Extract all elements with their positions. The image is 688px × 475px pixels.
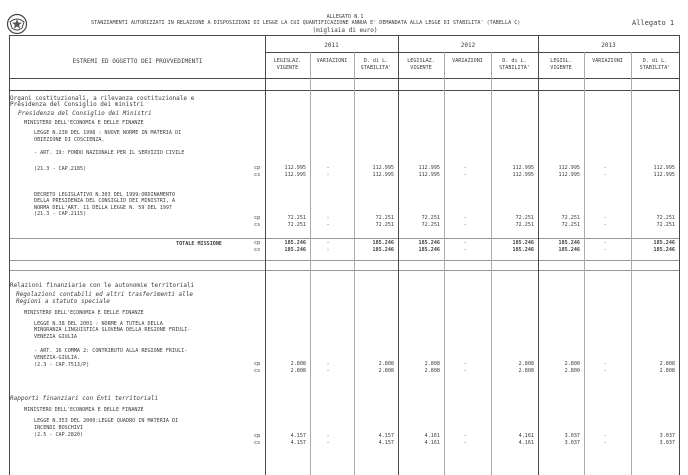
value-cell: 185.246 [558,240,580,246]
value-cell: - [326,361,330,367]
column-header-vigente: LEGISLAZ. [407,58,435,64]
year-header-2013: 2013 [601,42,616,49]
value-cell: 185.246 [512,247,534,253]
value-cell: - [603,240,607,246]
value-cell: - [463,222,467,228]
value-cell: 72.251 [421,215,440,221]
value-cell: - [603,172,607,178]
allegato-number-label: ALLEGATO N.1 [326,14,364,20]
column-header-vigente: VIGENTE [550,65,572,71]
republic-emblem-icon [5,13,29,35]
value-cell: 185.246 [284,247,306,253]
value-cell: 2.800 [564,361,580,367]
value-cell: 3.037 [659,440,675,446]
allegato-label: Allegato 1 [632,19,675,27]
value-cell: 72.251 [656,215,675,221]
document-title: STANZIAMENTI AUTORIZZATI IN RELAZIONE A DISPOSIZIONI DI LEGGE LA CUI QUANTIFICAZIONE ANNUA E' DEMANDATA ALLA LEGGE DI STABILITA' (TABELLA C) [91,20,521,26]
value-cell: 4.157 [378,440,394,446]
value-cell: - [463,165,467,171]
value-cell: 2.808 [378,368,394,374]
value-cell: 4.161 [518,433,534,439]
value-cell: 112.995 [372,172,394,178]
value-cell: 185.246 [372,240,394,246]
row-code-cp: cp [254,361,261,367]
provvedimento-text: Relazioni finanziarie con le autonomie territoriali [10,282,195,289]
provvedimento-text: - ART. 19: FONDO NAZIONALE PER IL SERVIZIO CIVILE [34,150,185,156]
value-cell: 2.808 [659,368,675,374]
value-cell: - [326,247,330,253]
row-code-cs: cs [254,247,261,253]
provvedimento-text: (21.3 - CAP.2115) [34,211,87,217]
row-code-cp: cp [254,240,261,246]
column-header-vigente: VIGENTE [276,65,299,71]
provvedimento-text: MINISTERO DELL'ECONOMIA E DELLE FINANZE [24,120,144,126]
value-cell: 112.995 [653,165,675,171]
value-cell: 2.808 [424,368,440,374]
provvedimento-text: Presidenza del Consiglio dei ministri [10,101,144,108]
column-header-variazioni: VARIAZIONI [316,58,348,64]
provvedimento-text: (21.3 - CAP.2185) [34,166,87,172]
units-label: (migliaia di euro) [312,27,378,34]
provvedimento-text: VENEZIA-GIULIA. [34,355,81,361]
provvedimento-text: MINORANZA LINGUISTICA SLOVENA DELLA REGIONE FRIULI- [34,327,191,333]
column-header-stabilita: STABILITA' [360,65,392,71]
value-cell: 112.995 [512,165,534,171]
value-cell: - [326,172,330,178]
value-cell: 112.995 [653,172,675,178]
value-cell: 112.995 [558,165,580,171]
value-cell: 2.808 [378,361,394,367]
provvedimento-text: LEGGE N.230 DEL 1998 : NUOVE NORME IN MATERIA DI [34,130,182,136]
row-code-cs: cs [254,440,261,446]
value-cell: 2.808 [518,368,534,374]
provvedimento-text: (2.3 - CAP.7513/P) [34,362,90,368]
row-code-cs: cs [254,222,261,228]
value-cell: 72.251 [561,222,580,228]
provvedimento-text: (2.5 - CAP.2820) [34,432,84,438]
value-cell: - [326,368,330,374]
provvedimento-text: DELLA PRESIDENZA DEL CONSIGLIO DEI MINISTRI, A [34,198,176,204]
year-header-2011: 2011 [324,42,339,49]
column-header-stabilita: D. di L. [363,58,389,64]
value-cell: 3.037 [564,440,580,446]
value-cell: 2.808 [290,368,306,374]
provvedimento-text: Regolazioni contabili ed altri trasferimenti alle [16,291,194,298]
column-header-vigente: VIGENTE [410,65,432,71]
value-cell: - [463,172,467,178]
value-cell: - [326,215,330,221]
value-cell: 185.246 [372,247,394,253]
value-cell: 112.995 [284,172,306,178]
provvedimento-text: TOTALE MISSIONE [176,241,223,247]
value-cell: 4.161 [424,440,440,446]
value-cell: 185.246 [653,240,675,246]
value-cell: 2.808 [518,361,534,367]
value-cell: 112.995 [284,165,306,171]
value-cell: 4.161 [518,440,534,446]
provvedimento-text: LEGGE N.38 DEL 2001 : NORME A TUTELA DELLA [34,321,163,327]
value-cell: 72.251 [515,215,534,221]
value-cell: - [463,247,467,253]
value-cell: 185.246 [653,247,675,253]
provvedimento-text: Rapporti finanziari con Enti territoriali [10,395,159,402]
row-code-cp: cp [254,165,261,171]
column-header-variazioni: VARIAZIONI [452,58,483,64]
value-cell: 185.246 [512,240,534,246]
provvedimento-text: Regioni a statuto speciale [16,298,110,305]
value-cell: 72.251 [287,215,306,221]
value-cell: - [463,240,467,246]
value-cell: - [326,433,330,439]
provvedimento-text: INCENDI BOSCHIVI [34,425,84,431]
row-code-cp: cp [254,433,261,439]
value-cell: 112.995 [558,172,580,178]
value-cell: 72.251 [656,222,675,228]
value-cell: 72.251 [421,222,440,228]
value-cell: - [603,222,607,228]
value-cell: 4.157 [290,440,306,446]
column-header-stabilita: STABILITA' [499,65,530,71]
value-cell: 4.157 [378,433,394,439]
column-header-vigente: LEGISLAZ. [273,58,302,64]
column-header-stabilita: D. di L. [502,58,527,64]
row-code-cs: cs [254,368,261,374]
provvedimento-text: Organi costituzionali, a rilevanza costituzionale e [10,95,195,102]
value-cell: - [603,368,607,374]
value-cell: 2.808 [290,361,306,367]
row-code-cs: cs [254,172,261,178]
value-cell: 3.037 [564,433,580,439]
value-cell: - [603,440,607,446]
provvedimento-text: MINISTERO DELL'ECONOMIA E DELLE FINANZE [24,310,144,316]
value-cell: 4.161 [424,433,440,439]
value-cell: - [463,368,467,374]
value-cell: 2.800 [564,368,580,374]
year-header-2012: 2012 [460,42,476,49]
column-header-stabilita: D. di L. [642,58,668,64]
value-cell: 72.251 [515,222,534,228]
value-cell: 2.808 [424,361,440,367]
value-cell: 72.251 [375,215,394,221]
value-cell: - [326,222,330,228]
value-cell: 185.246 [418,247,440,253]
column-header-stabilita: STABILITA' [639,65,671,71]
value-cell: 112.995 [418,165,440,171]
value-cell: - [463,215,467,221]
value-cell: 112.995 [418,172,440,178]
value-cell: 2.808 [659,361,675,367]
value-cell: 3.037 [659,433,675,439]
provvedimento-text: OBIEZIONE DI COSCIENZA. [34,137,105,143]
value-cell: - [463,361,467,367]
value-cell: 72.251 [375,222,394,228]
value-cell: - [463,440,467,446]
provvedimento-text: MINISTERO DELL'ECONOMIA E DELLE FINANZE [24,407,144,413]
provvedimento-text: LEGGE N.353 DEL 2000:LEGGE QUADRO IN MATERIA DI [34,418,179,424]
value-cell: 72.251 [561,215,580,221]
value-cell: - [326,165,330,171]
provvedimento-text: VENEZIA GIULIA [34,334,77,340]
value-cell: - [326,240,330,246]
provvedimento-text: DECRETO LEGISLATIVO N.303 DEL 1999:ORDINAMENTO [34,192,176,198]
value-cell: - [603,215,607,221]
value-cell: 185.246 [284,240,306,246]
provvedimento-text: - ART. 16 COMMA 2: CONTRIBUTO ALLA REGIONE FRIULI- [34,348,188,354]
value-cell: - [603,247,607,253]
value-cell: 4.157 [290,433,306,439]
column-header-vigente: LEGISL. [550,58,572,64]
provvedimento-text: Presidenza del Consiglio dei Ministri [18,110,152,117]
value-cell: 185.246 [558,247,580,253]
value-cell: 112.995 [372,165,394,171]
value-cell: 185.246 [418,240,440,246]
row-code-cp: cp [254,215,261,221]
provvedimento-text: NORMA DELL'ART. 11 DELLA LEGGE N. 59 DEL 1997 [34,205,173,211]
value-cell: - [326,440,330,446]
value-cell: - [603,165,607,171]
value-cell: 72.251 [287,222,306,228]
value-cell: - [603,361,607,367]
value-cell: 112.995 [512,172,534,178]
value-cell: - [603,433,607,439]
desc-column-header: ESTREMI ED OGGETTO DEI PROVVEDIMENTI [72,58,203,65]
value-cell: - [463,433,467,439]
column-header-variazioni: VARIAZIONI [592,58,623,64]
